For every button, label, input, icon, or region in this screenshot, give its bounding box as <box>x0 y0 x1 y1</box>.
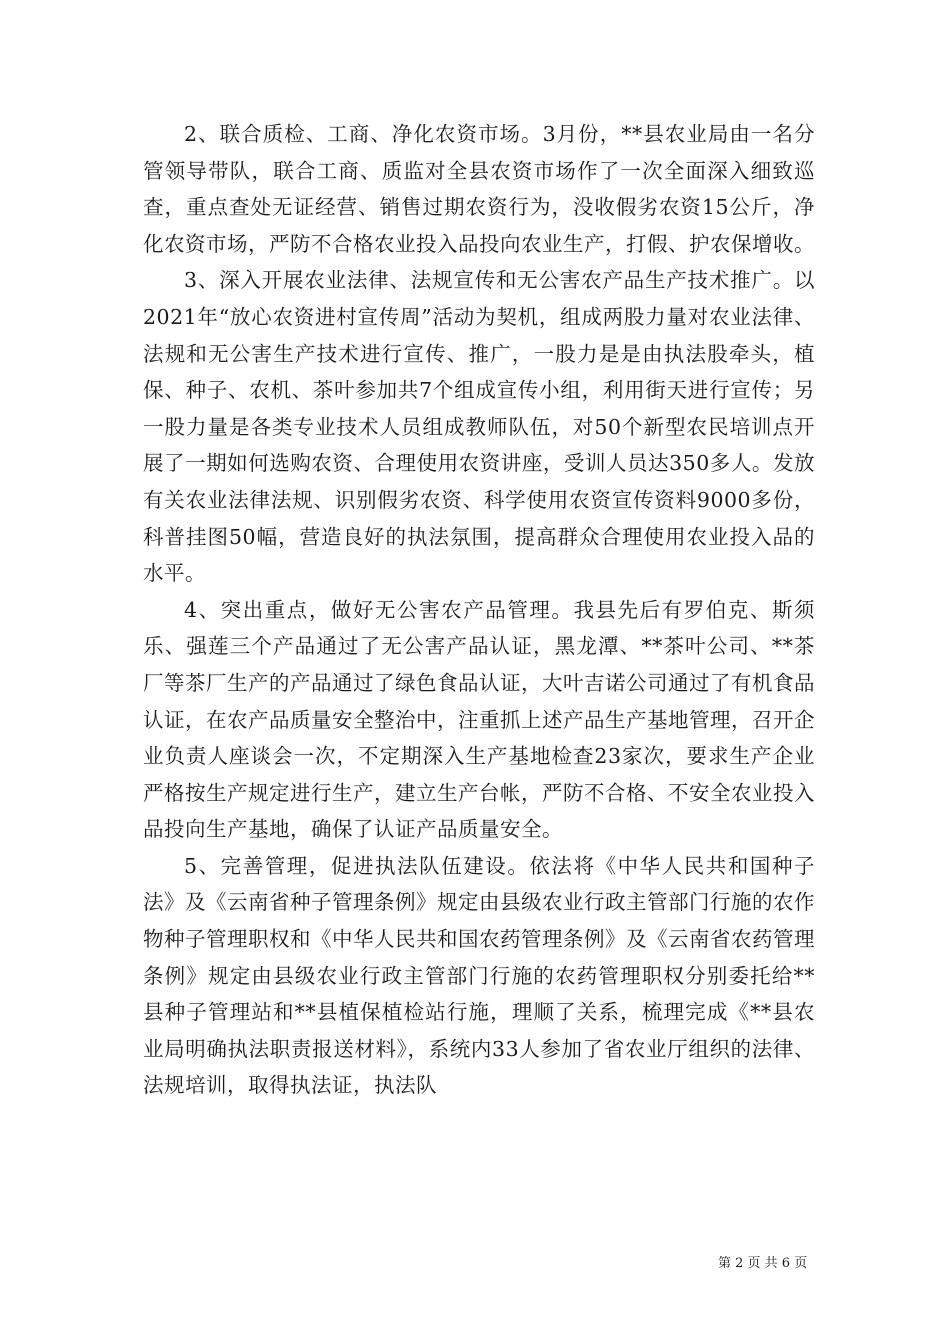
paragraph-law-publicity: 3、深入开展农业法律、法规宣传和无公害农产品生产技术推广。以2021年“放心农资进村宣传周”活动为契机，组成两股力量对农业法律、法规和无公害生产技术进行宣传、推广，一股力是是由执法股牵头，植保、种子、农机、茶叶参加共7个组成宣传小组，利用街天进行宣传；另一股力量是各类专业技术人员组成教师队伍，对50个新型农民培训点开展了一期如何选购农资、合理使用农资讲座，受训人员达350多人。发放有关农业法律法规、识别假劣农资、科学使用农资宣传资料9000多份，科普挂图50幅，营造良好的执法氛围，提高群众合理使用农业投入品的水平。 <box>143 268 815 586</box>
paragraph-enforcement-team: 5、完善管理，促进执法队伍建设。依法将《中华人民共和国种子法》及《云南省种子管理条例》规定由县级农业行政主管部门行施的农作物种子管理职权和《中华人民共和国农药管理条例》及《云南省农药管理条例》规定由县级农业行政主管部门行施的农药管理职权分别委托给**县种子管理站和**县植保植检站行施，理顺了关系，梳理完成《**县农业局明确执法职责报送材料》，系统内33人参加了省农业厅组织的法律、法规培训，取得执法证，执法队 <box>143 853 815 1098</box>
paragraph-quality-inspection: 2、联合质检、工商、净化农资市场。3月份，**县农业局由一名分管领导带队，联合工商、质监对全县农资市场作了一次全面深入细致巡查，重点查处无证经营、销售过期农资行为，没收假劣农资15公斤，净化农资市场，严防不合格农业投入品投向农业生产，打假、护农保增收。 <box>143 122 815 256</box>
page-number: 第 2 页 共 6 页 <box>718 1256 808 1271</box>
paragraph-pollution-free-management: 4、突出重点，做好无公害农产品管理。我县先后有罗伯克、斯须乐、强莲三个产品通过了无公害产品认证，黑龙潭、**茶叶公司、**茶厂等茶厂生产的产品通过了绿色食品认证，大叶吉诺公司通过了有机食品认证，在农产品质量安全整治中，注重抓上述产品生产基地管理，召开企业负责人座谈会一次，不定期深入生产基地检查23家次，要求生产企业严格按生产规定进行生产，建立生产台帐，严防不合格、不安全农业投入品投向生产基地，确保了认证产品质量安全。 <box>143 597 815 842</box>
document-body <box>143 116 815 1104</box>
